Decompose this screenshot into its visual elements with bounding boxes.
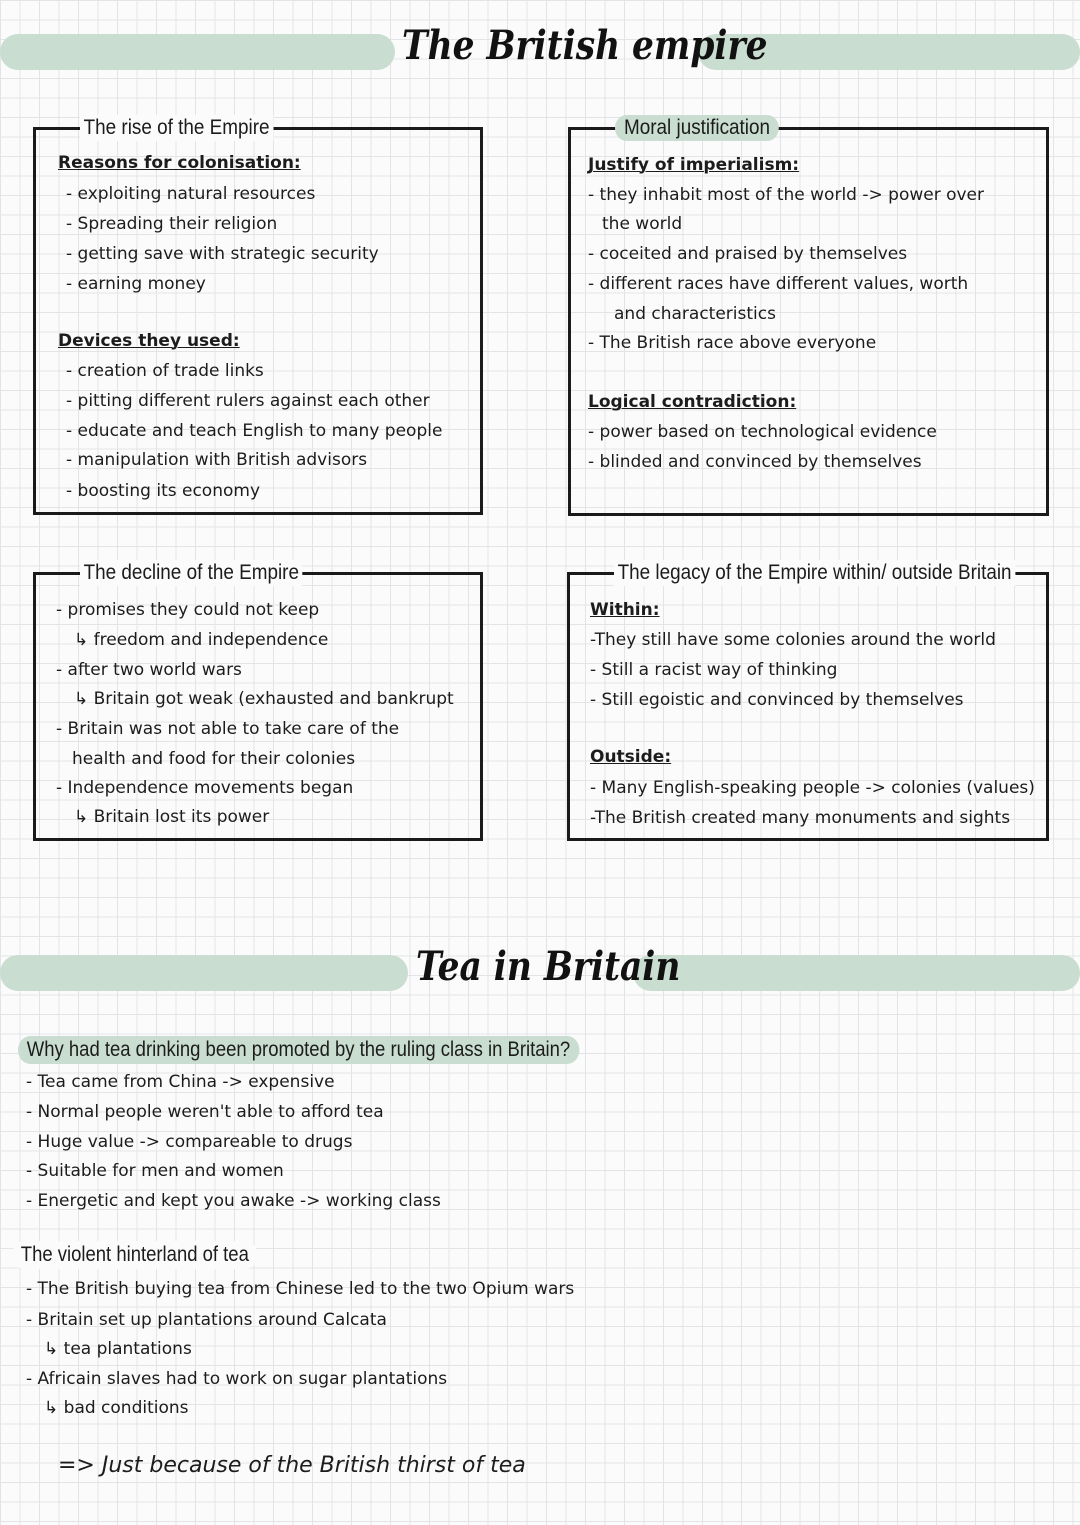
- device-item: - manipulation with British advisors: [66, 450, 368, 470]
- justify-line: - they inhabit most of the world -> power over: [588, 185, 985, 205]
- box-rise-of-empire: [33, 116, 483, 515]
- header-band-left-2: [0, 955, 408, 991]
- box-moral-justification: [568, 116, 1049, 516]
- outside-line: - Many English-speaking people -> colonies (values): [590, 778, 1035, 798]
- within-line: - Still egoistic and convinced by themselves: [590, 690, 964, 710]
- box-title-decline: The decline of the Empire: [80, 560, 303, 586]
- box-title-moral: Moral justification: [615, 115, 779, 141]
- justify-heading: Justify of imperialism:: [588, 155, 800, 175]
- hinterland-line: ↳ bad conditions: [44, 1398, 189, 1418]
- decline-line: - promises they could not keep: [56, 600, 320, 620]
- box-title-legacy: The legacy of the Empire within/ outside Britain: [614, 560, 1015, 586]
- decline-line: ↳ freedom and independence: [74, 630, 329, 650]
- reason-item: - getting save with strategic security: [66, 244, 379, 264]
- box-legacy-of-empire: [567, 561, 1049, 841]
- within-line: -They still have some colonies around the world: [590, 630, 996, 650]
- device-item: - boosting its economy: [66, 481, 261, 501]
- header-band-right-2: [633, 955, 1080, 991]
- moral-content: [588, 152, 1043, 512]
- within-line: - Still a racist way of thinking: [590, 660, 838, 680]
- hinterland-line: - The British buying tea from Chinese led to the two Opium wars: [26, 1279, 575, 1299]
- legacy-content: [590, 599, 1045, 839]
- decline-line: - after two world wars: [56, 660, 242, 680]
- tea-question-title: Why had tea drinking been promoted by the ruling class in Britain?: [18, 1036, 579, 1064]
- justify-line: the world: [602, 214, 683, 234]
- tea-reason-line: - Tea came from China -> expensive: [26, 1072, 335, 1092]
- hinterland-line: ↳ tea plantations: [44, 1339, 192, 1359]
- reason-item: - earning money: [66, 274, 206, 294]
- decline-line: - Independence movements began: [56, 778, 354, 798]
- tea-reason-line: - Normal people weren't able to afford tea: [26, 1102, 384, 1122]
- conclusion-line: => Just because of the British thirst of tea: [58, 1453, 526, 1478]
- tea-question-content: [26, 1071, 626, 1221]
- decline-line: - Britain was not able to take care of the: [56, 719, 400, 739]
- decline-line: health and food for their colonies: [72, 749, 356, 769]
- justify-line: and characteristics: [614, 304, 776, 324]
- devices-heading: Devices they used:: [58, 331, 240, 351]
- device-item: - educate and teach English to many people: [66, 421, 443, 441]
- decline-line: ↳ Britain got weak (exhausted and bankrupt: [74, 689, 454, 709]
- hinterland-title: The violent hinterland of tea: [12, 1241, 258, 1269]
- section-title-british-empire: The British empire: [402, 22, 768, 69]
- section-title-tea-in-britain: Tea in Britain: [416, 943, 681, 990]
- justify-line: - different races have different values, worth: [588, 274, 969, 294]
- rise-content: [58, 152, 478, 512]
- device-item: - pitting different rulers against each other: [66, 391, 430, 411]
- box-decline-of-empire: [33, 561, 483, 841]
- box-title-rise: The rise of the Empire: [80, 115, 273, 141]
- justify-line: - The British race above everyone: [588, 333, 877, 353]
- hinterland-content: [26, 1278, 726, 1428]
- device-item: - creation of trade links: [66, 361, 264, 381]
- logical-heading: Logical contradiction:: [588, 392, 797, 412]
- hinterland-line: - Britain set up plantations around Calcata: [26, 1310, 387, 1330]
- tea-reason-line: - Suitable for men and women: [26, 1161, 284, 1181]
- reasons-heading: Reasons for colonisation:: [58, 153, 301, 173]
- decline-content: [56, 599, 476, 839]
- hinterland-line: - Africain slaves had to work on sugar plantations: [26, 1369, 448, 1389]
- outside-line: -The British created many monuments and sights: [590, 808, 1011, 828]
- reason-item: - exploiting natural resources: [66, 184, 316, 204]
- tea-reason-line: - Huge value -> compareable to drugs: [26, 1132, 353, 1152]
- logical-line: - blinded and convinced by themselves: [588, 452, 922, 472]
- within-heading: Within:: [590, 600, 660, 620]
- tea-reason-line: - Energetic and kept you awake -> working class: [26, 1191, 441, 1211]
- reason-item: - Spreading their religion: [66, 214, 278, 234]
- decline-line: ↳ Britain lost its power: [74, 807, 270, 827]
- justify-line: - coceited and praised by themselves: [588, 244, 908, 264]
- outside-heading: Outside:: [590, 747, 672, 767]
- header-band-left: [0, 34, 395, 70]
- logical-line: - power based on technological evidence: [588, 422, 937, 442]
